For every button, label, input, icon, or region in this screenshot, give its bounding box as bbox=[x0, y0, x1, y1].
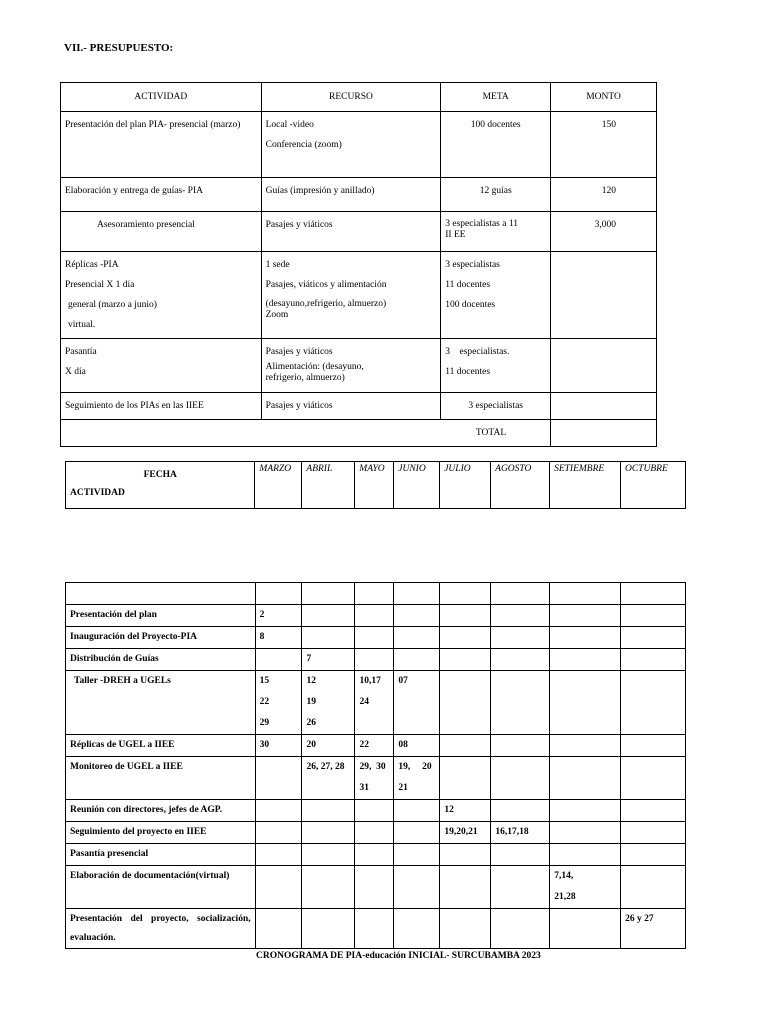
budget-cell-recurso bbox=[261, 212, 441, 252]
schedule-date-cell bbox=[302, 605, 355, 627]
cell-line: Réplicas -PIA bbox=[65, 260, 119, 270]
schedule-date-cell bbox=[550, 757, 621, 800]
total-value bbox=[551, 420, 657, 447]
schedule-date-cell: 19, 20 21 bbox=[394, 757, 440, 800]
section-heading: VII.- PRESUPUESTO: bbox=[64, 42, 174, 54]
schedule-date-cell bbox=[491, 800, 550, 822]
schedule-activity-label: Taller -DREH a UGELs bbox=[66, 671, 256, 735]
budget-cell-monto: 150 bbox=[551, 112, 657, 178]
schedule-date-cell bbox=[440, 909, 491, 949]
schedule-date-cell bbox=[550, 844, 621, 866]
schedule-date-cell bbox=[355, 605, 394, 627]
cell-line: 12 guías bbox=[479, 186, 512, 196]
budget-cell-monto bbox=[551, 393, 657, 420]
schedule-date-cell bbox=[255, 649, 302, 671]
schedule-date-cell bbox=[255, 822, 302, 844]
schedule-activity-label: Monitoreo de UGEL a IIEE bbox=[66, 757, 256, 800]
schedule-date-cell bbox=[355, 844, 394, 866]
cell-line: 11 docentes bbox=[445, 367, 491, 377]
schedule-date-cell: 08 bbox=[394, 735, 440, 757]
budget-row bbox=[61, 393, 657, 420]
budget-cell-monto: 3,000 bbox=[551, 212, 657, 252]
cell-line: Pasajes y viáticos bbox=[265, 401, 333, 411]
schedule-row bbox=[66, 605, 686, 627]
schedule-table bbox=[65, 582, 686, 949]
total-label: TOTAL bbox=[61, 420, 551, 447]
budget-row bbox=[61, 112, 657, 178]
schedule-date-cell: 7,14, 21,28 bbox=[550, 866, 621, 909]
schedule-activity-label: Presentación del plan bbox=[66, 605, 256, 627]
fecha-label: FECHA bbox=[143, 470, 177, 480]
budget-header-actividad: ACTIVIDAD bbox=[61, 83, 262, 112]
cell-line: X día bbox=[65, 367, 86, 377]
schedule-date-cell bbox=[621, 866, 686, 909]
month-header: MAYO bbox=[355, 462, 394, 509]
budget-cell-meta bbox=[441, 339, 551, 393]
budget-cell-recurso bbox=[261, 252, 441, 339]
cell-line: Guías (impresión y anillado) bbox=[265, 186, 375, 196]
month-header: MARZO bbox=[255, 462, 302, 509]
cell-line: 3 especialistas. bbox=[445, 347, 510, 357]
schedule-row bbox=[66, 866, 686, 909]
budget-cell-monto bbox=[551, 252, 657, 339]
cell-line: Pasajes y viáticos bbox=[265, 347, 333, 357]
month-header: AGOSTO bbox=[491, 462, 550, 509]
budget-cell-actividad bbox=[61, 178, 262, 212]
schedule-activity-label: Presentación del proyecto, socialización, evaluación. bbox=[66, 909, 256, 949]
blank-cell bbox=[66, 583, 256, 605]
schedule-date-cell bbox=[550, 605, 621, 627]
schedule-header-row bbox=[66, 462, 686, 509]
cell-line: Presentación del plan PIA- presencial (marzo) bbox=[65, 120, 241, 130]
schedule-date-cell bbox=[355, 627, 394, 649]
cell-line: 3 especialistas bbox=[468, 401, 523, 411]
budget-row bbox=[61, 178, 657, 212]
schedule-date-cell bbox=[394, 822, 440, 844]
budget-cell-meta bbox=[441, 252, 551, 339]
budget-table bbox=[60, 82, 657, 447]
cell-line: virtual. bbox=[68, 320, 96, 330]
schedule-date-cell bbox=[355, 649, 394, 671]
schedule-date-cell bbox=[621, 844, 686, 866]
blank-cell bbox=[355, 583, 394, 605]
budget-cell-monto: 120 bbox=[551, 178, 657, 212]
schedule-activity-label: Pasantía presencial bbox=[66, 844, 256, 866]
schedule-date-cell bbox=[440, 671, 491, 735]
schedule-date-cell: 12 19 26 bbox=[302, 671, 355, 735]
schedule-date-cell bbox=[491, 627, 550, 649]
cell-line: Zoom bbox=[265, 310, 289, 320]
cell-line: Pasajes, viáticos y alimentación bbox=[265, 280, 387, 290]
schedule-activity-label: Inauguración del Proyecto-PIA bbox=[66, 627, 256, 649]
schedule-date-cell: 10,17 24 bbox=[355, 671, 394, 735]
budget-row bbox=[61, 212, 657, 252]
schedule-row bbox=[66, 909, 686, 949]
blank-cell bbox=[255, 583, 302, 605]
schedule-date-cell bbox=[355, 866, 394, 909]
schedule-date-cell bbox=[621, 735, 686, 757]
schedule-header-table bbox=[65, 461, 686, 509]
budget-cell-actividad bbox=[61, 112, 262, 178]
schedule-date-cell bbox=[302, 822, 355, 844]
schedule-body bbox=[66, 583, 686, 949]
budget-cell-recurso bbox=[261, 339, 441, 393]
cell-line: Asesoramiento presencial bbox=[97, 220, 195, 230]
cell-line: Pasantía bbox=[65, 347, 97, 357]
cell-line: 100 docentes bbox=[470, 120, 521, 130]
schedule-row bbox=[66, 822, 686, 844]
schedule-date-cell bbox=[255, 800, 302, 822]
schedule-date-cell bbox=[440, 605, 491, 627]
schedule-date-cell: 16,17,18 bbox=[491, 822, 550, 844]
schedule-date-cell bbox=[550, 909, 621, 949]
schedule-activity-label: Seguimiento del proyecto en IIEE bbox=[66, 822, 256, 844]
budget-cell-actividad bbox=[61, 393, 262, 420]
blank-cell bbox=[394, 583, 440, 605]
cell-line: 3 especialistas a 11 bbox=[445, 219, 518, 229]
schedule-row bbox=[66, 735, 686, 757]
month-header: SETIEMBRE bbox=[550, 462, 621, 509]
cell-line: Alimentación: (desayuno, bbox=[265, 362, 364, 372]
schedule-date-cell bbox=[394, 866, 440, 909]
schedule-date-cell: 19,20,21 bbox=[440, 822, 491, 844]
schedule-date-cell: 15 22 29 bbox=[255, 671, 302, 735]
cell-line: Pasajes y viáticos bbox=[265, 220, 333, 230]
schedule-date-cell bbox=[394, 649, 440, 671]
cell-line: 3 especialistas bbox=[445, 260, 500, 270]
schedule-date-cell bbox=[621, 800, 686, 822]
schedule-date-cell bbox=[394, 844, 440, 866]
budget-cell-recurso bbox=[261, 112, 441, 178]
schedule-activity-label: Réplicas de UGEL a IIEE bbox=[66, 735, 256, 757]
budget-header-recurso: RECURSO bbox=[261, 83, 441, 112]
fecha-actividad-cell bbox=[66, 462, 255, 509]
budget-total-row bbox=[61, 420, 657, 447]
schedule-caption: CRONOGRAMA DE PIA-educación INICIAL- SURCUBAMBA 2023 bbox=[256, 951, 541, 961]
blank-cell bbox=[550, 583, 621, 605]
cell-line: 11 docentes bbox=[445, 280, 491, 290]
schedule-date-cell bbox=[394, 800, 440, 822]
schedule-row bbox=[66, 649, 686, 671]
cell-line: 100 docentes bbox=[445, 300, 496, 310]
schedule-date-cell bbox=[302, 866, 355, 909]
month-header: JULIO bbox=[440, 462, 491, 509]
schedule-date-cell: 26 y 27 bbox=[621, 909, 686, 949]
schedule-date-cell bbox=[621, 757, 686, 800]
schedule-date-cell bbox=[394, 605, 440, 627]
cell-line: refrigerio, almuerzo) bbox=[265, 373, 345, 383]
cell-line: Seguimiento de los PIAs en las IIEE bbox=[65, 401, 204, 411]
blank-cell bbox=[491, 583, 550, 605]
schedule-date-cell bbox=[394, 627, 440, 649]
cell-line: general (marzo a junio) bbox=[68, 300, 157, 310]
schedule-date-cell bbox=[621, 671, 686, 735]
schedule-date-cell: 2 bbox=[255, 605, 302, 627]
month-header: OCTUBRE bbox=[621, 462, 686, 509]
schedule-date-cell bbox=[302, 800, 355, 822]
schedule-date-cell: 07 bbox=[394, 671, 440, 735]
schedule-date-cell bbox=[440, 649, 491, 671]
schedule-date-cell: 20 bbox=[302, 735, 355, 757]
schedule-row bbox=[66, 844, 686, 866]
schedule-date-cell bbox=[440, 735, 491, 757]
schedule-date-cell bbox=[550, 800, 621, 822]
budget-cell-monto bbox=[551, 339, 657, 393]
budget-cell-actividad bbox=[61, 212, 262, 252]
schedule-date-cell bbox=[394, 909, 440, 949]
budget-row bbox=[61, 339, 657, 393]
schedule-date-cell bbox=[550, 735, 621, 757]
schedule-date-cell bbox=[621, 605, 686, 627]
schedule-date-cell bbox=[255, 757, 302, 800]
cell-line: Presencial X 1 día bbox=[65, 280, 135, 290]
blank-cell bbox=[302, 583, 355, 605]
schedule-date-cell bbox=[550, 822, 621, 844]
schedule-row bbox=[66, 800, 686, 822]
budget-header-monto: MONTO bbox=[551, 83, 657, 112]
schedule-date-cell bbox=[491, 671, 550, 735]
schedule-date-cell bbox=[440, 844, 491, 866]
schedule-date-cell bbox=[550, 671, 621, 735]
budget-header-meta: META bbox=[441, 83, 551, 112]
schedule-date-cell bbox=[302, 909, 355, 949]
schedule-date-cell bbox=[621, 627, 686, 649]
schedule-date-cell bbox=[621, 822, 686, 844]
budget-cell-meta bbox=[441, 112, 551, 178]
schedule-date-cell bbox=[255, 844, 302, 866]
month-header: ABRIL bbox=[302, 462, 355, 509]
month-header: JUNIO bbox=[394, 462, 440, 509]
schedule-date-cell: 26, 27, 28 bbox=[302, 757, 355, 800]
cell-line: Elaboración y entrega de guías- PIA bbox=[65, 186, 203, 196]
cell-line: (desayuno,refrigerio, almuerzo) bbox=[265, 299, 387, 309]
schedule-date-cell: 7 bbox=[302, 649, 355, 671]
schedule-date-cell bbox=[491, 909, 550, 949]
budget-cell-recurso bbox=[261, 393, 441, 420]
schedule-row bbox=[66, 757, 686, 800]
schedule-date-cell bbox=[302, 844, 355, 866]
budget-cell-recurso bbox=[261, 178, 441, 212]
schedule-blank-row bbox=[66, 583, 686, 605]
schedule-date-cell bbox=[491, 757, 550, 800]
schedule-date-cell bbox=[491, 605, 550, 627]
schedule-date-cell bbox=[255, 909, 302, 949]
schedule-date-cell: 8 bbox=[255, 627, 302, 649]
schedule-date-cell bbox=[491, 844, 550, 866]
budget-cell-actividad bbox=[61, 252, 262, 339]
cell-line: Conferencia (zoom) bbox=[265, 140, 342, 150]
budget-cell-actividad bbox=[61, 339, 262, 393]
schedule-activity-label: Reunión con directores, jefes de AGP. bbox=[66, 800, 256, 822]
schedule-date-cell bbox=[550, 649, 621, 671]
schedule-date-cell bbox=[440, 757, 491, 800]
schedule-date-cell bbox=[355, 800, 394, 822]
cell-line: Local -video bbox=[265, 120, 314, 130]
budget-cell-meta bbox=[441, 178, 551, 212]
schedule-row bbox=[66, 627, 686, 649]
schedule-date-cell bbox=[355, 822, 394, 844]
cell-line: 1 sede bbox=[265, 260, 290, 270]
schedule-date-cell bbox=[440, 627, 491, 649]
schedule-date-cell bbox=[302, 627, 355, 649]
schedule-date-cell bbox=[491, 649, 550, 671]
schedule-date-cell bbox=[491, 866, 550, 909]
budget-cell-meta bbox=[441, 393, 551, 420]
schedule-date-cell: 22 bbox=[355, 735, 394, 757]
schedule-date-cell: 29, 30 31 bbox=[355, 757, 394, 800]
schedule-date-cell: 12 bbox=[440, 800, 491, 822]
schedule-date-cell bbox=[491, 735, 550, 757]
schedule-activity-label: Distribución de Guías bbox=[66, 649, 256, 671]
schedule-row bbox=[66, 671, 686, 735]
actividad-label: ACTIVIDAD bbox=[70, 488, 125, 498]
schedule-date-cell bbox=[550, 627, 621, 649]
budget-row bbox=[61, 252, 657, 339]
cell-line: II EE bbox=[445, 230, 466, 240]
schedule-date-cell bbox=[355, 909, 394, 949]
blank-cell bbox=[440, 583, 491, 605]
blank-cell bbox=[621, 583, 686, 605]
schedule-date-cell: 30 bbox=[255, 735, 302, 757]
budget-header-row bbox=[61, 83, 657, 112]
budget-cell-meta bbox=[441, 212, 551, 252]
schedule-date-cell bbox=[255, 866, 302, 909]
schedule-date-cell bbox=[621, 649, 686, 671]
schedule-date-cell bbox=[440, 866, 491, 909]
schedule-activity-label: Elaboración de documentación(virtual) bbox=[66, 866, 256, 909]
